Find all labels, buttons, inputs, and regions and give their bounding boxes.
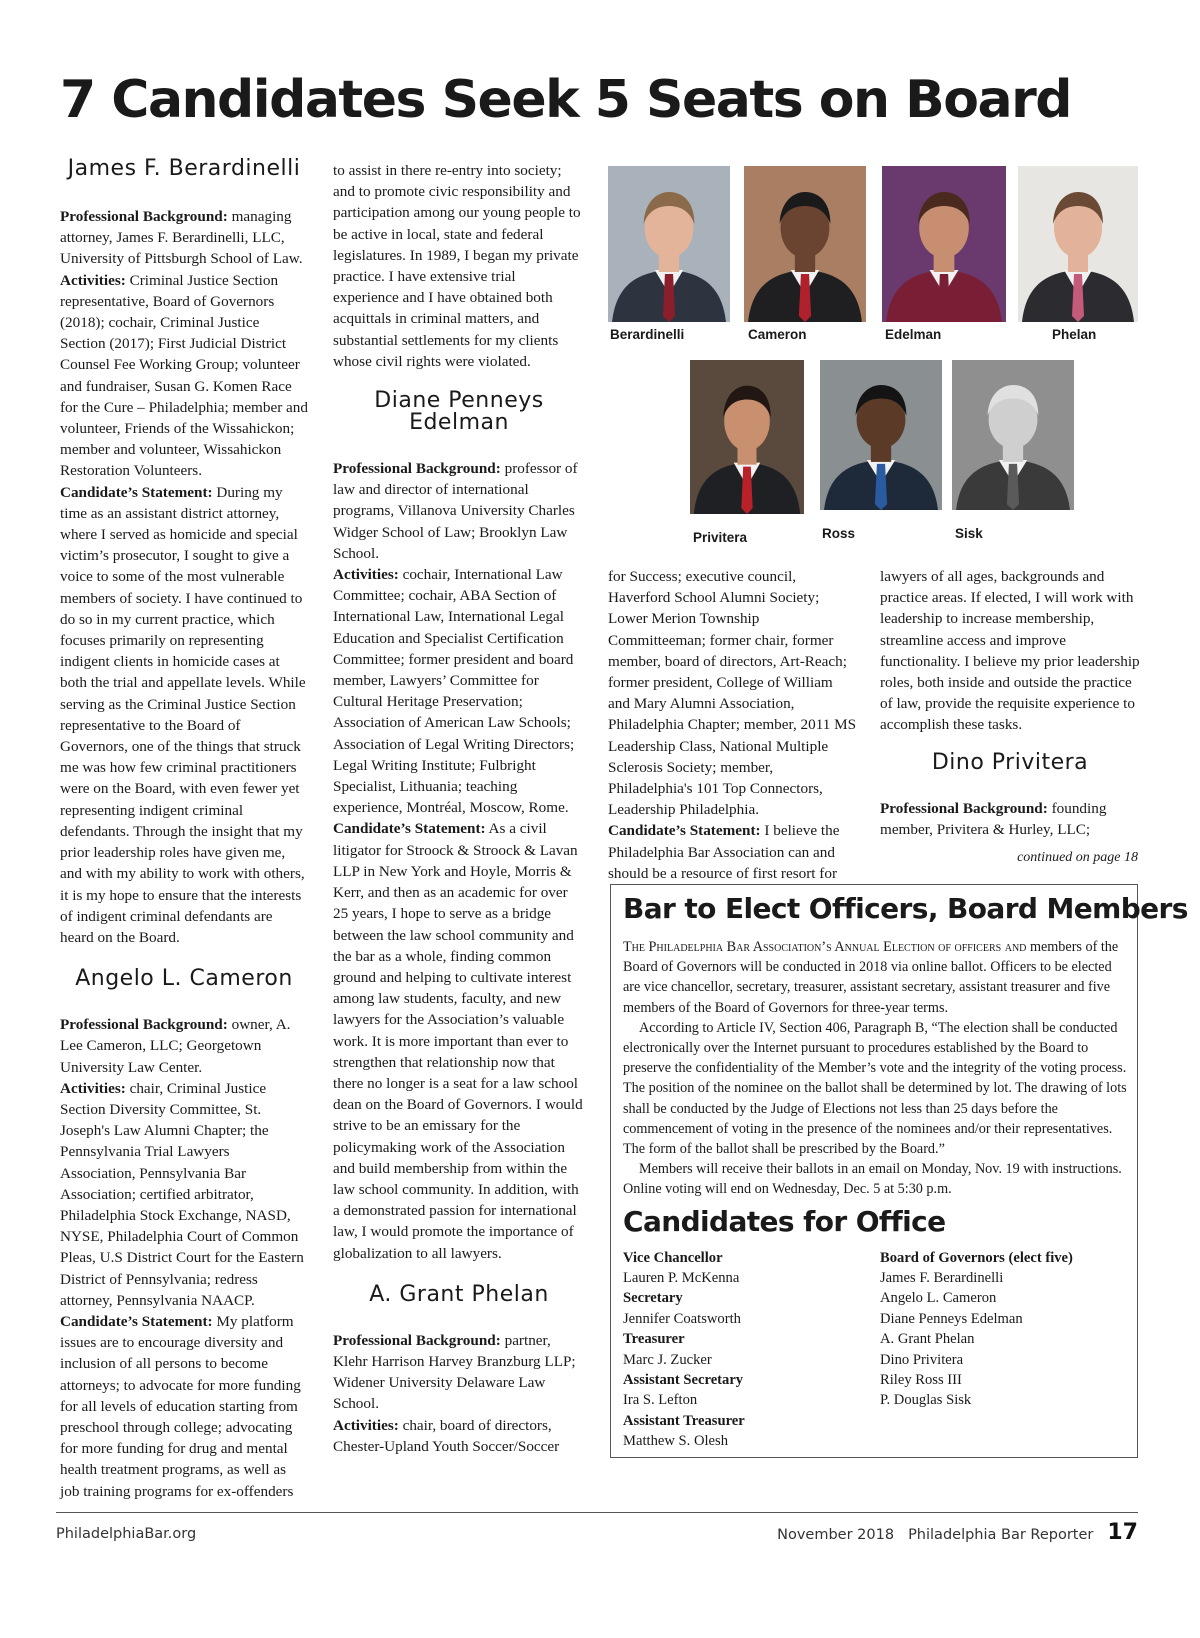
portrait-image: [820, 360, 942, 510]
candidate-photo-edelman: [882, 166, 1006, 322]
candidate-name-berardinelli: James F. Berardinelli: [67, 156, 301, 181]
board-candidate: Angelo L. Cameron: [880, 1290, 997, 1307]
berardinelli-statement: Candidate’s Statement: During my time as an assistant district attorney, where I served as homicide and special victim’s prosecutor, I sought to give a voice to some of the most vulnerable members of society. I have continued to do so in my current practice, which focuses primarily on representing indigent clients in homicide cases at both the trial and appellate levels. While serving as the Criminal Justice Section representative to the Board of Governors, one of the things that struck me was how few criminal practitioners were on the Board, with even fewer yet representing indigent criminal defendants. Through the insight that my prior leadership roles have given me, and with my ability to work with others, it is my hope to ensure that the interests of indigent criminal defendants are heard on the Board.: [60, 483, 306, 946]
offices-title: Candidates for Office: [623, 1204, 946, 1238]
column-2: [333, 160, 585, 1457]
photo-caption-cameron: Cameron: [748, 327, 807, 342]
footer-website[interactable]: PhiladelphiaBar.org: [56, 1526, 197, 1542]
cameron-activities: Activities: chair, Criminal Justice Section Diversity Committee, St. Joseph's Law Alumni Chapter; the Pennsylvania Trial Lawyers Association, Pennsylvania Bar Association; certified arbitrator, Philadelphia Stock Exchange, NASD, NYSE, Philadelphia Court of Common Pleas, U.S District Court for the Eastern District of Pennsylvania; redress attorney, Pennsylvania NAACP.: [60, 1079, 304, 1309]
phelan-statement: Candidate’s Statement: I believe the Philadelphia Bar Association can and should be a resource of first resort for: [608, 822, 840, 882]
board-candidate: Riley Ross III: [880, 1372, 962, 1389]
board-candidate: Dino Privitera: [880, 1351, 964, 1368]
election-box-text: [623, 937, 1127, 1200]
candidate-name-phelan: A. Grant Phelan: [369, 1281, 549, 1307]
office-candidate: Ira S. Lefton: [623, 1392, 698, 1409]
election-paragraph-1: The Philadelphia Bar Association’s Annual Election of officers and members of the Board of Governors will be conducted in 2018 via online ballot. Officers to be elected are vice chancellor, secretary, treasurer, assistant secretary, assistant treasurer and five members of the Board of Governors for three-year terms.: [623, 939, 1119, 1016]
office-candidate: Marc J. Zucker: [623, 1351, 712, 1368]
cameron-statement-continued: to assist in there re-entry into society; and to promote civic responsibility and participation among our young people to be active in local, state and federal legislatures. In 1989, I began my private practice. I have extensive trial experience and I have obtained both acquittals in criminal matters, and substantial settlements for my clients whose civil rights were violated.: [333, 162, 581, 370]
column-3: [608, 566, 858, 884]
office-title: Secretary: [623, 1290, 683, 1307]
footer-issue-info: [777, 1520, 1138, 1545]
privitera-background: Professional Background: founding member, Privitera & Hurley, LLC;: [880, 799, 1107, 838]
office-title: Assistant Treasurer: [623, 1412, 745, 1429]
photo-caption-ross: Ross: [822, 526, 856, 541]
photo-caption-edelman: Edelman: [885, 327, 942, 342]
board-title: Board of Governors (elect five): [880, 1249, 1073, 1266]
cameron-statement: Candidate’s Statement: My platform issues are to encourage diversity and inclusion of all persons to become attorneys; to advocate for more funding for all levels of education starting from preschool through college; advocating for more funding for drug and mental health treatment programs, as well as job training programs for ex-offenders: [60, 1312, 301, 1500]
berardinelli-activities: Activities: Criminal Justice Section representative, Board of Governors (2018); cochair, Criminal Justice Section (2017); First Judicial District Counsel Fee Working Group; volunteer and fundraiser, Susan G. Komen Race for the Cure – Philadelphia; member and volunteer, Friends of the Wissahickon; member and volunteer, Wissahickon Restoration Volunteers.: [60, 271, 308, 480]
portrait-image: [690, 360, 804, 514]
page-headline: 7 Candidates Seek 5 Seats on Board: [60, 70, 1071, 130]
board-candidate: James F. Berardinelli: [880, 1270, 1004, 1287]
office-candidate: Jennifer Coatsworth: [623, 1310, 741, 1327]
continued-note: continued on page 18: [1017, 850, 1138, 865]
page-number: 17: [1107, 1520, 1138, 1545]
photo-caption-privitera: Privitera: [693, 530, 748, 545]
candidate-name-edelman: Diane Penneys Edelman: [374, 388, 544, 436]
election-box-title: Bar to Elect Officers, Board Members: [623, 892, 1188, 925]
candidate-photo-cameron: [744, 166, 866, 322]
candidate-photo-phelan: [1018, 166, 1138, 322]
candidate-name-cameron: Angelo L. Cameron: [75, 966, 293, 992]
board-list: [880, 1248, 1130, 1411]
footer-issue: November 2018: [777, 1527, 895, 1543]
candidate-photo-sisk: [952, 360, 1074, 510]
edelman-background: Professional Background: professor of law and director of international programs, Villanova University Charles Widger School of Law; Brooklyn Law School.: [333, 460, 578, 562]
election-paragraph-3: Members will receive their ballots in an email on Monday, Nov. 19 with instructions. Online voting will end on Wednesday, Dec. 5 at 5:30 p.m.: [623, 1161, 1122, 1198]
footer-rule: [56, 1512, 1138, 1513]
footer-publication: Philadelphia Bar Reporter: [908, 1527, 1094, 1543]
office-title: Vice Chancellor: [623, 1249, 723, 1266]
phelan-activities: Activities: chair, board of directors, Chester-Upland Youth Soccer/Soccer: [333, 1416, 560, 1455]
election-paragraph-2: According to Article IV, Section 406, Paragraph B, “The election shall be conducted electronically over the Internet pursuant to procedures established by the Board to preserve the confidentiality of the Member’s vote and the integrity of the voting process. The position of the nominee on the ballot shall be determined by lot. The drawing of lots shall be conducted by the Judge of Elections not less than 25 days before the commencement of voting in the presence of the nominees and/or their representatives. The form of the ballot shall be prescribed by the Board.”: [623, 1019, 1127, 1158]
board-candidate: P. Douglas Sisk: [880, 1392, 972, 1409]
phelan-statement-continued: lawyers of all ages, backgrounds and practice areas. If elected, I will work with leadership to increase membership, streamline access and improve functionality. I believe my prior leadership roles, both inside and outside the practice of law, provide the requisite experience to accomplish these tasks.: [880, 568, 1140, 734]
portrait-image: [608, 166, 730, 322]
office-candidate: Matthew S. Olesh: [623, 1433, 728, 1450]
portrait-image: [952, 360, 1074, 510]
column-1: [60, 158, 308, 1502]
edelman-statement: Candidate’s Statement: As a civil litigator for Stroock & Stroock & Lavan LLP in New York and Hoyle, Morris & Kerr, and then as an academic for over 25 years, I hope to serve as a bridge between the law school community and the bar as a whole, finding common ground and helping to cultivate interest among law students, faculty, and new lawyers for the Association’s valuable work. It is more important than ever to strengthen that relationship now that there no longer is a seat for a law school dean on the Board of Governors. I would strive to be an emissary for the policymaking work of the Association and build membership from within the law school community. In addition, with a demonstrated passion for international law, I would promote the importance of globalization to all lawyers.: [333, 820, 583, 1262]
board-candidate: A. Grant Phelan: [880, 1331, 975, 1348]
portrait-image: [882, 166, 1006, 322]
edelman-activities: Activities: cochair, International Law Committee; cochair, ABA Section of International Law, International Legal Education and Specialist Certification Committee; former president and board member, Lawyers’ Committee for Cultural Heritage Preservation; Association of American Law Schools; Association of Legal Writing Directors; Legal Writing Institute; Fulbright Specialist, Lithuania; teaching experience, Montréal, Moscow, Rome.: [333, 566, 575, 817]
office-title: Treasurer: [623, 1331, 685, 1348]
candidate-photo-berardinelli: [608, 166, 730, 322]
photo-caption-berardinelli: Berardinelli: [610, 327, 685, 342]
office-title: Assistant Secretary: [623, 1372, 744, 1389]
photo-caption-sisk: Sisk: [955, 526, 983, 541]
candidate-photo-ross: [820, 360, 942, 510]
column-4: [880, 566, 1140, 840]
phelan-background: Professional Background: partner, Klehr Harrison Harvey Branzburg LLP; Widener University Delaware Law School.: [333, 1331, 576, 1413]
office-candidate: Lauren P. McKenna: [623, 1270, 740, 1287]
officer-list: [623, 1248, 873, 1452]
candidate-name-privitera: Dino Privitera: [931, 749, 1089, 775]
photo-caption-phelan: Phelan: [1052, 327, 1097, 342]
candidate-photo-privitera: [690, 360, 804, 514]
election-box: [610, 884, 1188, 1458]
board-candidate: Diane Penneys Edelman: [880, 1310, 1023, 1327]
phelan-activities-continued: for Success; executive council, Haverford School Alumni Society; Lower Merion Township Committeeman; former chair, former member, board of directors, Art-Reach; former president, College of William and Mary Alumni Association, Philadelphia Chapter; member, 2011 MS Leadership Class, National Multiple Sclerosis Society; member, Philadelphia's 101 Top Connectors, Leadership Philadelphia.: [608, 568, 857, 819]
berardinelli-background: Professional Background: managing attorney, James F. Berardinelli, LLC, University of Pittsburgh School of Law.: [60, 208, 303, 268]
cameron-background: Professional Background: owner, A. Lee Cameron, LLC; Georgetown University Law Center.: [60, 1016, 291, 1076]
portrait-image: [744, 166, 866, 322]
portrait-image: [1018, 166, 1138, 322]
